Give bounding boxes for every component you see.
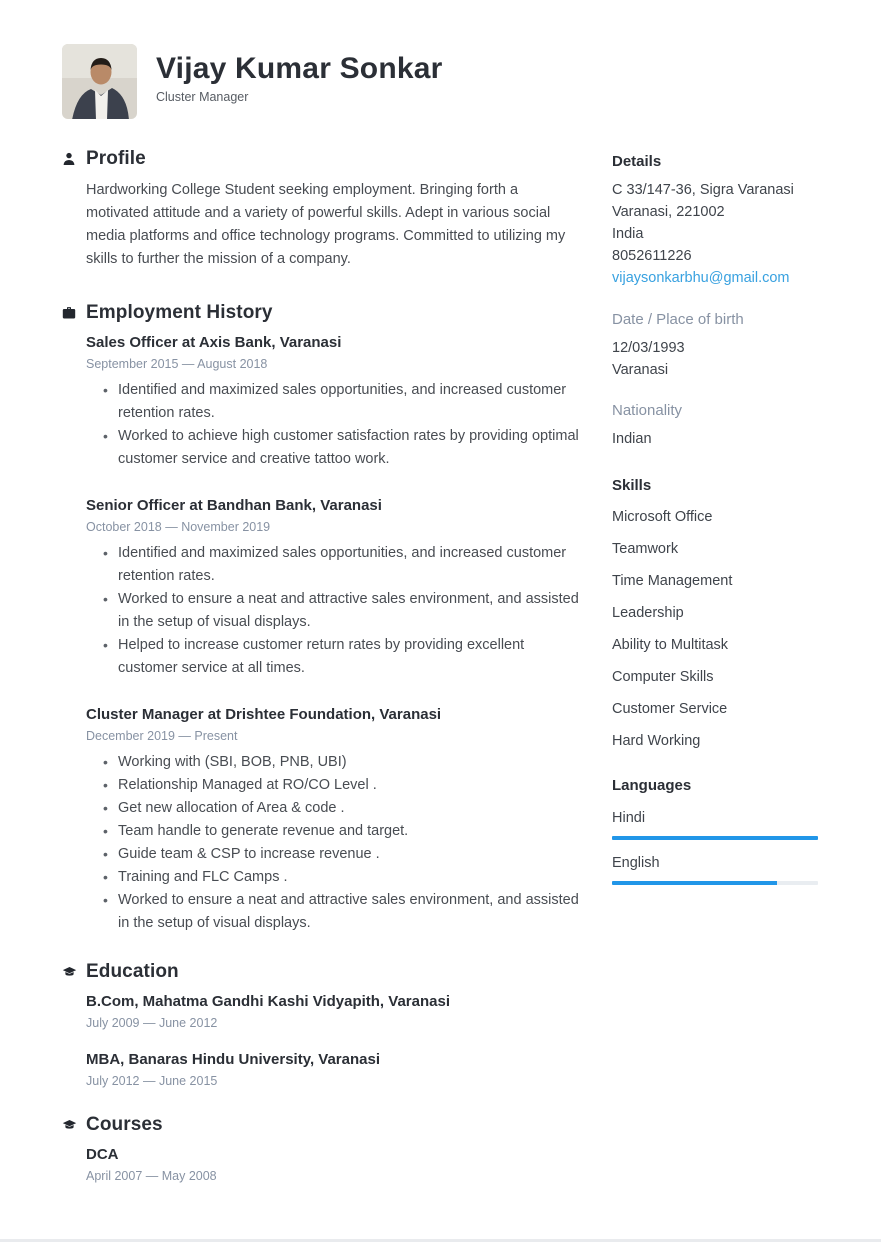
course-dates: April 2007 — May 2008 bbox=[86, 1169, 217, 1183]
profile-photo-illustration bbox=[62, 44, 137, 119]
profile-heading-row bbox=[62, 148, 582, 170]
language-item bbox=[612, 807, 818, 840]
course-title: DCA bbox=[86, 1146, 119, 1163]
profile-section bbox=[62, 148, 582, 271]
employment-heading-row bbox=[62, 302, 582, 324]
skills-group bbox=[612, 476, 818, 752]
job-entry bbox=[86, 496, 582, 680]
sidebar-column bbox=[612, 152, 818, 1183]
languages-list bbox=[612, 807, 818, 885]
bullet-item: • Working with (SBI, BOB, PNB, UBI) bbox=[86, 751, 582, 774]
education-heading: Education bbox=[86, 961, 179, 982]
bullet-item: • Relationship Managed at RO/CO Level . bbox=[86, 774, 582, 797]
bullet-item: • Identified and maximized sales opportunities, and increased customer retention rates. bbox=[86, 379, 582, 425]
education-entry bbox=[86, 1050, 582, 1088]
education-title: B.Com, Mahatma Gandhi Kashi Vidyapith, Varanasi bbox=[86, 993, 450, 1010]
course-entry bbox=[86, 1145, 582, 1183]
education-list bbox=[86, 992, 582, 1088]
briefcase-icon bbox=[62, 306, 86, 320]
language-level-bar bbox=[612, 836, 818, 840]
skill-item: Hard Working bbox=[612, 733, 701, 749]
skill-item: Leadership bbox=[612, 605, 684, 621]
details-line: C 33/147-36, Sigra Varanasi bbox=[612, 182, 794, 198]
nationality-heading: Nationality bbox=[612, 402, 683, 419]
profile-photo bbox=[62, 44, 137, 119]
birth-lines bbox=[612, 337, 818, 381]
job-entry bbox=[86, 705, 582, 935]
birth-heading: Date / Place of birth bbox=[612, 311, 744, 328]
skill-item: Teamwork bbox=[612, 541, 679, 557]
skill-item: Ability to Multitask bbox=[612, 637, 729, 653]
skill-item: Microsoft Office bbox=[612, 509, 713, 525]
jobs-list bbox=[86, 333, 582, 935]
skill-item: Computer Skills bbox=[612, 669, 714, 685]
language-name: English bbox=[612, 855, 660, 871]
nationality-lines bbox=[612, 428, 818, 450]
education-dates: July 2009 — June 2012 bbox=[86, 1016, 218, 1030]
job-title: Senior Officer at Bandhan Bank, Varanasi bbox=[86, 497, 382, 514]
email-link[interactable]: vijaysonkarbhu@gmail.com bbox=[612, 270, 790, 286]
skill-item: Customer Service bbox=[612, 701, 728, 717]
header-text bbox=[156, 44, 443, 104]
employment-heading: Employment History bbox=[86, 302, 273, 323]
header bbox=[0, 0, 881, 119]
education-entry bbox=[86, 992, 582, 1030]
details-heading: Details bbox=[612, 153, 662, 170]
employment-section bbox=[62, 302, 582, 935]
language-level-fill bbox=[612, 836, 818, 840]
education-section bbox=[62, 961, 582, 1088]
bullet-item: • Worked to achieve high customer satisfaction rates by providing optimal customer service and creative tattoo work. bbox=[86, 425, 582, 471]
birth-line: 12/03/1993 bbox=[612, 340, 685, 356]
nationality-group bbox=[612, 401, 818, 450]
content-columns bbox=[0, 148, 881, 1183]
courses-list bbox=[86, 1145, 582, 1183]
page-bottom-edge bbox=[0, 1239, 881, 1242]
job-title: Sales Officer at Axis Bank, Varanasi bbox=[86, 334, 342, 351]
nationality-line: Indian bbox=[612, 431, 652, 447]
details-line: Varanasi, 221002 bbox=[612, 204, 725, 220]
education-heading-row bbox=[62, 961, 582, 983]
candidate-name: Vijay Kumar Sonkar bbox=[156, 52, 443, 85]
job-title: Cluster Manager at Drishtee Foundation, Varanasi bbox=[86, 706, 442, 723]
profile-text: Hardworking College Student seeking employment. Bringing forth a motivated attitude and a variety of powerful skills. Adept in various social media platforms and office technology programs. Committed to utilizing my skills to further the mission of a company. bbox=[86, 182, 566, 267]
languages-heading: Languages bbox=[612, 777, 692, 794]
skills-list bbox=[612, 506, 818, 752]
education-title: MBA, Banaras Hindu University, Varanasi bbox=[86, 1051, 380, 1068]
bullet-item: • Get new allocation of Area & code . bbox=[86, 797, 582, 820]
details-line: India bbox=[612, 226, 644, 242]
courses-heading-row bbox=[62, 1114, 582, 1136]
job-bullets bbox=[86, 379, 582, 471]
language-item bbox=[612, 852, 818, 885]
birth-group bbox=[612, 310, 818, 381]
details-line: 8052611226 bbox=[612, 248, 692, 264]
candidate-title: Cluster Manager bbox=[156, 89, 249, 104]
job-dates: December 2019 — Present bbox=[86, 729, 238, 743]
job-dates: September 2015 — August 2018 bbox=[86, 357, 268, 371]
bullet-item: • Team handle to generate revenue and target. bbox=[86, 820, 582, 843]
language-level-bar bbox=[612, 881, 818, 885]
profile-heading: Profile bbox=[86, 148, 146, 169]
languages-group bbox=[612, 776, 818, 885]
bullet-item: • Worked to ensure a neat and attractive sales environment, and assisted in the setup of visual displays. bbox=[86, 588, 582, 634]
details-lines bbox=[612, 179, 818, 267]
bullet-item: • Worked to ensure a neat and attractive sales environment, and assisted in the setup of visual displays. bbox=[86, 889, 582, 935]
language-name: Hindi bbox=[612, 810, 646, 826]
language-level-fill bbox=[612, 881, 777, 885]
main-column bbox=[62, 148, 582, 1183]
bullet-item: • Identified and maximized sales opportunities, and increased customer retention rates. bbox=[86, 542, 582, 588]
person-icon bbox=[62, 152, 86, 166]
graduation-cap-icon bbox=[62, 1118, 86, 1132]
graduation-cap-icon bbox=[62, 965, 86, 979]
bullet-item: • Guide team & CSP to increase revenue . bbox=[86, 843, 582, 866]
education-dates: July 2012 — June 2015 bbox=[86, 1074, 218, 1088]
bullet-item: • Helped to increase customer return rates by providing excellent customer service at all times. bbox=[86, 634, 582, 680]
job-bullets bbox=[86, 751, 582, 935]
job-entry bbox=[86, 333, 582, 471]
job-bullets bbox=[86, 542, 582, 680]
skills-heading: Skills bbox=[612, 477, 652, 494]
job-dates: October 2018 — November 2019 bbox=[86, 520, 271, 534]
birth-line: Varanasi bbox=[612, 362, 669, 378]
details-group bbox=[612, 152, 818, 289]
bullet-item: • Training and FLC Camps . bbox=[86, 866, 582, 889]
courses-heading: Courses bbox=[86, 1114, 163, 1135]
courses-section bbox=[62, 1114, 582, 1183]
skill-item: Time Management bbox=[612, 573, 733, 589]
